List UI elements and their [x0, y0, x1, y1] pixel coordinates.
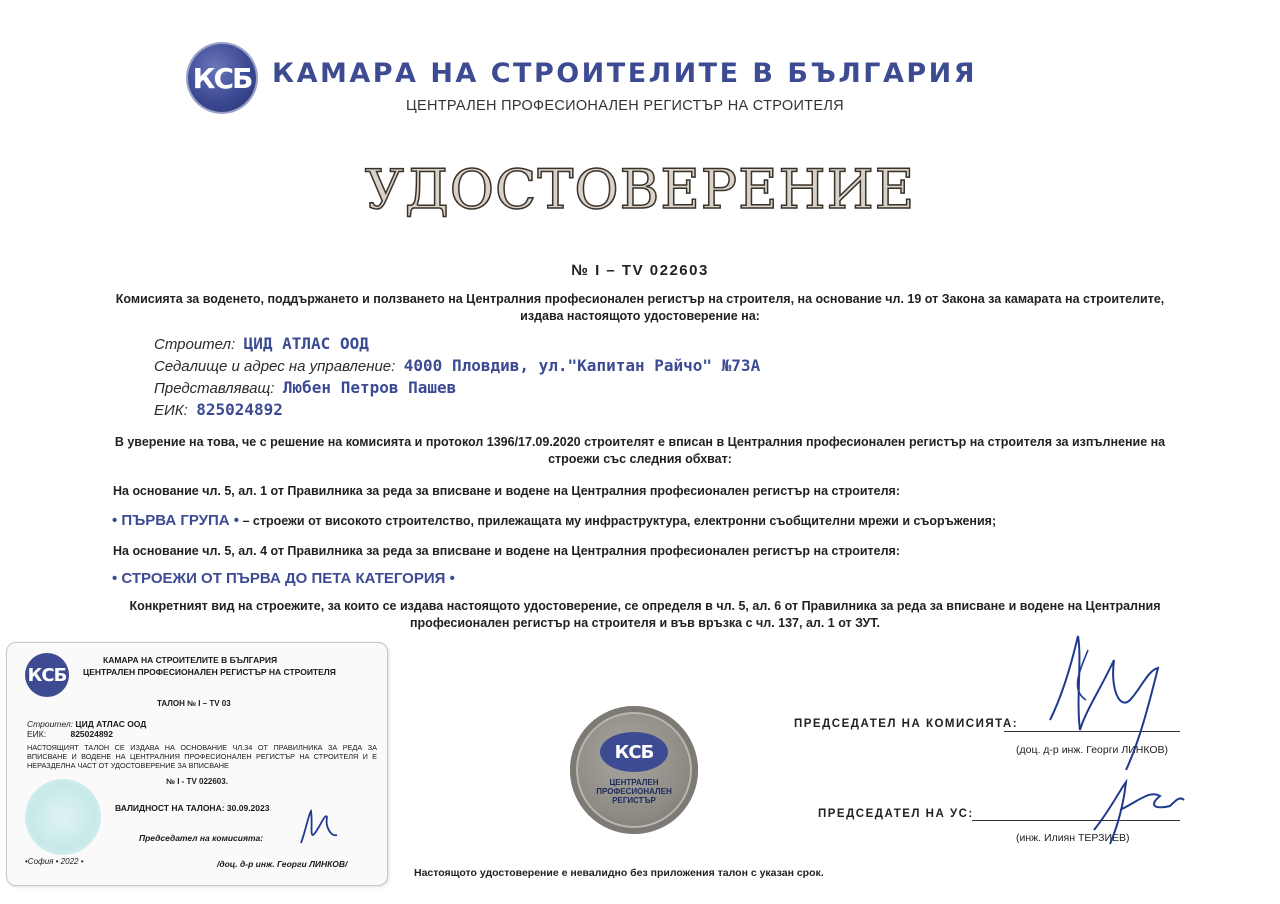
card-signer: /доц. д-р инж. Георги ЛИНКОВ/	[217, 859, 348, 869]
card-talon-number: ТАЛОН № I – TV 03	[157, 699, 231, 708]
official-seal	[570, 706, 698, 834]
card-eik-value: 825024892	[70, 729, 114, 739]
closing-paragraph: Конкретният вид на строежите, за които се издава настоящото удостоверение, се определя в чл. 5, ал. 6 от Правилника за реда за вписване и водене на Централния професионален регистър на строителя и във връзка с чл. 137, ал. 1 от ЗУТ.	[129, 599, 1161, 630]
footer-disclaimer: Настоящото удостоверение е невалидно без приложения талон с указан срок.	[414, 867, 824, 879]
chamber-logo	[188, 44, 256, 112]
builder-label: Строител:	[154, 336, 236, 353]
card-builder-row	[27, 719, 146, 729]
card-validity	[115, 803, 269, 813]
card-note: НАСТОЯЩИЯТ ТАЛОН СЕ ИЗДАВА НА ОСНОВАНИЕ ЧЛ.34 ОТ ПРАВИЛНИКА ЗА РЕДА ЗА ВПИСВАНЕ И ВОДЕНЕ НА ЦЕНТРАЛНИЯ ПРОФЕСИОНАЛЕН РЕГИСТЪР НА СТРОИТЕЛЯ И Е НЕРАЗДЕЛНА ЧАСТ ОТ УДОСТОВЕРЕНИЕ ЗА ВПИСВАНЕ	[27, 743, 377, 770]
group-line	[112, 512, 996, 529]
decision-paragraph: В уверение на това, че с решение на комисията и протокол 1396/17.09.2020 строителят е вписан в Централния професионален регистър на строителя за изпълнение на строежи със следния обхват:	[114, 435, 1166, 466]
card-org-subtitle: ЦЕНТРАЛЕН ПРОФЕСИОНАЛЕН РЕГИСТЪР НА СТРОИТЕЛЯ	[83, 667, 336, 677]
card-eik-label: ЕИК:	[27, 729, 47, 739]
representative-row	[154, 378, 760, 400]
group-description: – строежи от високото строителство, прилежащата му инфраструктура, електронни съобщителни мрежи и съоръжения;	[239, 514, 997, 528]
commission-chair-name: (доц. д-р инж. Георги ЛИНКОВ)	[1016, 744, 1169, 756]
address-row	[154, 356, 760, 378]
card-place: •София • 2022 •	[25, 857, 84, 866]
card-validity-label: ВАЛИДНОСТ НА ТАЛОНА:	[115, 803, 225, 813]
builder-value: ЦИД АТЛАС ООД	[243, 334, 369, 353]
certificate-title: УДОСТОВЕРЕНИЕ	[364, 158, 916, 221]
card-org-title: КАМАРА НА СТРОИТЕЛИТЕ В БЪЛГАРИЯ	[103, 655, 278, 665]
address-value: 4000 Пловдив, ул."Капитан Райчо" №73А	[403, 356, 761, 375]
commission-signature-icon	[1030, 630, 1180, 780]
seal-logo: КСБ	[600, 732, 668, 772]
category-label: • СТРОЕЖИ ОТ ПЪРВА ДО ПЕТА КАТЕГОРИЯ •	[112, 570, 455, 587]
seal-line-2: ПРОФЕСИОНАЛЕН	[596, 787, 672, 796]
address-label: Седалище и адрес на управление:	[154, 358, 396, 375]
representative-label: Представляващ:	[154, 380, 275, 397]
eik-value: 825024892	[196, 400, 283, 419]
organization-subtitle: ЦЕНТРАЛЕН ПРОФЕСИОНАЛЕН РЕГИСТЪР НА СТРОИТЕЛЯ	[406, 98, 844, 114]
builder-details	[154, 334, 760, 422]
basis-1-text: На основание чл. 5, ал. 1 от Правилника за реда за вписване и водене на Централния професионален регистър на строителя:	[113, 484, 900, 498]
card-cert-number: № I - TV 022603.	[166, 777, 228, 786]
eik-label: ЕИК:	[154, 402, 188, 419]
basis-2-text: На основание чл. 5, ал. 4 от Правилника за реда за вписване и водене на Централния професионален регистър на строителя:	[113, 544, 900, 558]
card-logo	[25, 653, 69, 697]
eik-row	[154, 400, 760, 422]
group-label: • ПЪРВА ГРУПА •	[112, 512, 240, 529]
seal-line-3: РЕГИСТЪР	[612, 796, 656, 805]
commission-chair-label: ПРЕДСЕДАТЕЛ НА КОМИСИЯТА:	[794, 718, 1019, 730]
card-builder-label: Строител:	[27, 719, 73, 729]
talon-card	[6, 642, 388, 886]
card-eik-row	[27, 729, 113, 739]
certificate-number: № I – TV 022603	[571, 262, 709, 279]
intro-paragraph: Комисията за воденето, поддържането и ползването на Централния професионален регистър на строителя, на основание чл. 19 от Закона за камарата на строителите, издава настоящото удостоверение на:	[115, 292, 1165, 323]
seal-line-1: ЦЕНТРАЛЕН	[609, 778, 659, 787]
card-signature-icon	[291, 803, 341, 853]
board-signature-icon	[1080, 770, 1190, 850]
board-chair-name: (инж. Илиян ТЕРЗИЕВ)	[1016, 832, 1130, 844]
category-line	[112, 570, 455, 588]
builder-row	[154, 334, 760, 356]
card-logo-text: КСБ	[27, 664, 67, 686]
card-builder-value: ЦИД АТЛАС ООД	[75, 719, 147, 729]
organization-title: КАМАРА НА СТРОИТЕЛИТЕ В БЪЛГАРИЯ	[272, 58, 978, 89]
card-chair-label: Председател на комисията:	[139, 833, 264, 843]
card-validity-value: 30.09.2023	[226, 803, 270, 813]
hologram-icon	[25, 779, 101, 855]
logo-text: КСБ	[192, 61, 252, 95]
representative-value: Любен Петров Пашев	[282, 378, 457, 397]
board-chair-label: ПРЕДСЕДАТЕЛ НА УС:	[818, 808, 974, 820]
